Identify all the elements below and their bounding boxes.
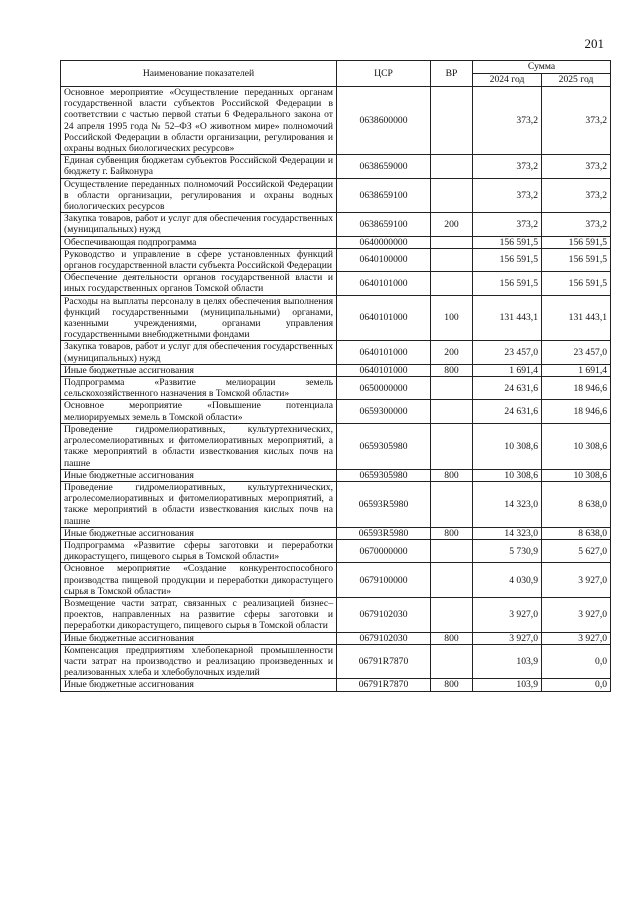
row-name: Единая субвенция бюджетам субъектов Российской Федерации и бюджету г. Байконура xyxy=(61,155,337,178)
row-value-2024: 1 691,4 xyxy=(473,364,542,376)
row-value-2025: 10 308,6 xyxy=(542,469,611,481)
budget-table xyxy=(60,60,611,692)
row-vr: 100 xyxy=(431,295,473,341)
row-code: 0638600000 xyxy=(337,87,431,155)
row-vr: 800 xyxy=(431,632,473,644)
row-value-2025: 3 927,0 xyxy=(542,597,611,632)
table-row xyxy=(61,295,611,341)
row-code: 0638659000 xyxy=(337,155,431,178)
header-year-2025: 2025 год xyxy=(542,74,611,87)
row-vr xyxy=(431,236,473,248)
row-value-2025: 8 638,0 xyxy=(542,481,611,527)
row-value-2025: 131 443,1 xyxy=(542,295,611,341)
row-vr: 800 xyxy=(431,469,473,481)
table-row xyxy=(61,364,611,376)
row-code: 06791R7870 xyxy=(337,679,431,691)
row-value-2025: 156 591,5 xyxy=(542,272,611,295)
table-row xyxy=(61,236,611,248)
table-row xyxy=(61,213,611,236)
row-code: 0640101000 xyxy=(337,341,431,364)
table-row xyxy=(61,87,611,155)
row-vr xyxy=(431,563,473,598)
row-value-2025: 3 927,0 xyxy=(542,632,611,644)
row-value-2024: 103,9 xyxy=(473,679,542,691)
row-code: 0640101000 xyxy=(337,272,431,295)
row-value-2024: 24 631,6 xyxy=(473,377,542,400)
row-name: Подпрограмма «Развитие мелиорации земель сельскохозяйственного назначения в Томской области» xyxy=(61,377,337,400)
row-name: Основное мероприятие «Осуществление переданных органам государственной власти субъектов Российской Федерации в соответствии с частью первой статьи 6 Федерального закона от 24 апреля 1995 года № 52–ФЗ «О животном мире» полномочий Российской Федерации в области организации, регулирования и охраны водных биологических ресурсов» xyxy=(61,87,337,155)
row-name: Компенсация предприятиям хлебопекарной промышленности части затрат на производство и реализацию произведенных и реализованных хлеба и хлебобулочных изделий xyxy=(61,644,337,679)
row-name: Основное мероприятие «Создание конкурентоспособного производства пищевой продукции и переработки дикорастущего сырья в Томской области» xyxy=(61,563,337,598)
row-name: Расходы на выплаты персоналу в целях обеспечения выполнения функций государственными (муниципальными) органами, казенными учреждениями, органами управления государственными внебюджетными фондами xyxy=(61,295,337,341)
row-vr: 800 xyxy=(431,364,473,376)
row-code: 0679102030 xyxy=(337,597,431,632)
row-name: Осуществление переданных полномочий Российской Федерации в области организации, регулирования и охраны водных биологических ресурсов xyxy=(61,178,337,213)
table-row xyxy=(61,341,611,364)
row-name: Иные бюджетные ассигнования xyxy=(61,364,337,376)
row-value-2025: 156 591,5 xyxy=(542,248,611,271)
row-value-2025: 8 638,0 xyxy=(542,527,611,539)
row-vr xyxy=(431,178,473,213)
row-code: 0650000000 xyxy=(337,377,431,400)
row-value-2024: 3 927,0 xyxy=(473,632,542,644)
row-value-2024: 5 730,9 xyxy=(473,539,542,562)
row-vr xyxy=(431,539,473,562)
row-name: Иные бюджетные ассигнования xyxy=(61,679,337,691)
row-value-2024: 4 030,9 xyxy=(473,563,542,598)
row-code: 0670000000 xyxy=(337,539,431,562)
row-vr: 200 xyxy=(431,341,473,364)
row-value-2025: 10 308,6 xyxy=(542,423,611,469)
row-value-2025: 3 927,0 xyxy=(542,563,611,598)
row-value-2025: 156 591,5 xyxy=(542,236,611,248)
row-value-2025: 373,2 xyxy=(542,155,611,178)
row-name: Руководство и управление в сфере установленных функций органов государственной власти субъекта Российской Федерации xyxy=(61,248,337,271)
row-code: 0659300000 xyxy=(337,400,431,423)
row-value-2024: 10 308,6 xyxy=(473,469,542,481)
header-vr: ВР xyxy=(431,61,473,87)
row-name: Иные бюджетные ассигнования xyxy=(61,527,337,539)
row-value-2024: 24 631,6 xyxy=(473,400,542,423)
table-header xyxy=(61,61,611,87)
row-vr: 800 xyxy=(431,679,473,691)
row-value-2024: 10 308,6 xyxy=(473,423,542,469)
table-row xyxy=(61,155,611,178)
row-code: 0638659100 xyxy=(337,178,431,213)
row-code: 0679100000 xyxy=(337,563,431,598)
row-value-2024: 23 457,0 xyxy=(473,341,542,364)
row-name: Обеспечивающая подпрограмма xyxy=(61,236,337,248)
row-value-2024: 156 591,5 xyxy=(473,272,542,295)
table-row xyxy=(61,423,611,469)
table-row xyxy=(61,248,611,271)
row-value-2025: 373,2 xyxy=(542,178,611,213)
table-body xyxy=(61,87,611,692)
header-code: ЦСР xyxy=(337,61,431,87)
table-row xyxy=(61,469,611,481)
row-code: 0640100000 xyxy=(337,248,431,271)
table-row xyxy=(61,481,611,527)
row-name: Закупка товаров, работ и услуг для обеспечения государственных (муниципальных) нужд xyxy=(61,213,337,236)
row-code: 0659305980 xyxy=(337,423,431,469)
row-vr: 800 xyxy=(431,527,473,539)
row-name: Проведение гидромелиоративных, культуртехнических, агролесомелиоративных и фитомелиоративных мероприятий, а также мероприятий в области известкования кислых почв на пашне xyxy=(61,423,337,469)
table-row xyxy=(61,178,611,213)
row-vr xyxy=(431,644,473,679)
row-value-2024: 131 443,1 xyxy=(473,295,542,341)
table-row xyxy=(61,400,611,423)
row-vr xyxy=(431,377,473,400)
row-code: 0640000000 xyxy=(337,236,431,248)
row-name: Проведение гидромелиоративных, культуртехнических, агролесомелиоративных и фитомелиоративных мероприятий, а также мероприятий в области известкования кислых почв на пашне xyxy=(61,481,337,527)
row-value-2024: 14 323,0 xyxy=(473,527,542,539)
row-vr: 200 xyxy=(431,213,473,236)
row-code: 06593R5980 xyxy=(337,527,431,539)
row-name: Иные бюджетные ассигнования xyxy=(61,632,337,644)
row-value-2025: 1 691,4 xyxy=(542,364,611,376)
table-row xyxy=(61,377,611,400)
row-value-2024: 14 323,0 xyxy=(473,481,542,527)
row-code: 0659305980 xyxy=(337,469,431,481)
row-vr xyxy=(431,597,473,632)
table-row xyxy=(61,272,611,295)
row-value-2025: 5 627,0 xyxy=(542,539,611,562)
row-value-2024: 156 591,5 xyxy=(473,248,542,271)
row-value-2025: 23 457,0 xyxy=(542,341,611,364)
page-number: 201 xyxy=(584,36,604,51)
row-name: Закупка товаров, работ и услуг для обеспечения государственных (муниципальных) нужд xyxy=(61,341,337,364)
row-value-2024: 3 927,0 xyxy=(473,597,542,632)
row-vr xyxy=(431,423,473,469)
row-vr xyxy=(431,272,473,295)
header-name: Наименование показателей xyxy=(61,61,337,87)
row-value-2025: 0,0 xyxy=(542,644,611,679)
row-name: Подпрограмма «Развитие сферы заготовки и переработки дикорастущего, пищевого сырья в Томской области» xyxy=(61,539,337,562)
row-value-2025: 373,2 xyxy=(542,213,611,236)
row-code: 06593R5980 xyxy=(337,481,431,527)
row-value-2024: 103,9 xyxy=(473,644,542,679)
row-value-2024: 156 591,5 xyxy=(473,236,542,248)
table-row xyxy=(61,644,611,679)
row-code: 0640101000 xyxy=(337,295,431,341)
row-value-2024: 373,2 xyxy=(473,213,542,236)
row-name: Обеспечение деятельности органов государственной власти и иных государственных органов Томской области xyxy=(61,272,337,295)
row-value-2024: 373,2 xyxy=(473,155,542,178)
row-code: 0638659100 xyxy=(337,213,431,236)
table-row xyxy=(61,679,611,691)
row-value-2024: 373,2 xyxy=(473,178,542,213)
row-code: 0679102030 xyxy=(337,632,431,644)
row-value-2025: 0,0 xyxy=(542,679,611,691)
row-name: Возмещение части затрат, связанных с реализацией бизнес–проектов, направленных на развитие сферы заготовки и переработки дикорастущего, пищевого сырья в Томской области xyxy=(61,597,337,632)
row-name: Иные бюджетные ассигнования xyxy=(61,469,337,481)
header-year-2024: 2024 год xyxy=(473,74,542,87)
row-value-2024: 373,2 xyxy=(473,87,542,155)
table-row xyxy=(61,539,611,562)
row-value-2025: 373,2 xyxy=(542,87,611,155)
table-row xyxy=(61,597,611,632)
row-vr xyxy=(431,87,473,155)
row-vr xyxy=(431,481,473,527)
row-code: 0640101000 xyxy=(337,364,431,376)
table-row xyxy=(61,563,611,598)
row-vr xyxy=(431,400,473,423)
header-sum: Сумма xyxy=(473,61,611,74)
row-name: Основное мероприятие «Повышение потенциала мелиорируемых земель в Томской области» xyxy=(61,400,337,423)
row-value-2025: 18 946,6 xyxy=(542,377,611,400)
row-code: 06791R7870 xyxy=(337,644,431,679)
row-vr xyxy=(431,155,473,178)
row-vr xyxy=(431,248,473,271)
table-row xyxy=(61,632,611,644)
row-value-2025: 18 946,6 xyxy=(542,400,611,423)
table-row xyxy=(61,527,611,539)
